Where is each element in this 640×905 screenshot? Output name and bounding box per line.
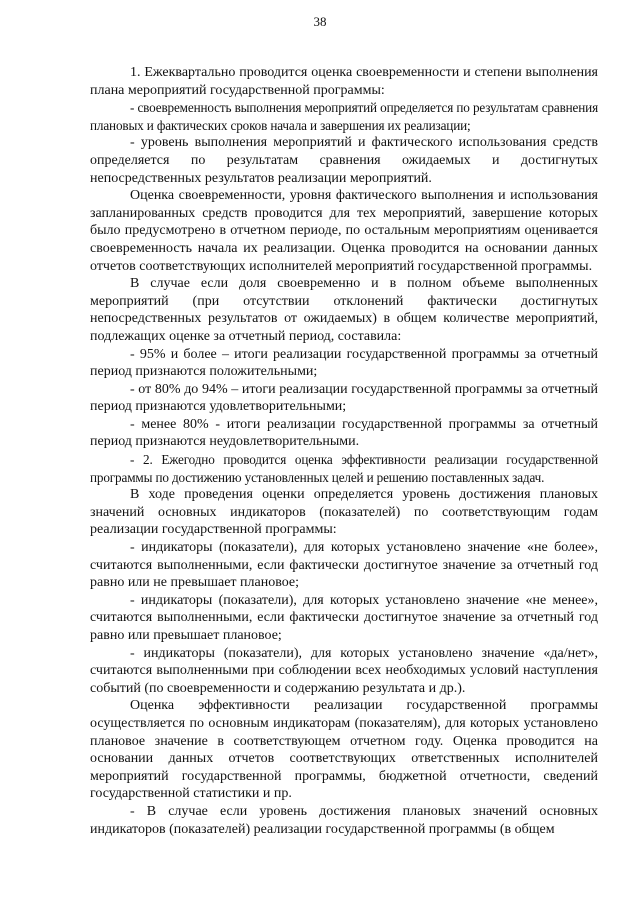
paragraph-achievement-level-case: - В случае если уровень достижения плановых значений основных индикаторов (показателей) реализации государственной программы (в общем	[90, 803, 598, 837]
paragraph-satisfactory-result: - от 80% до 94% – итоги реализации государственной программы за отчетный период признаются удовлетворительными;	[90, 381, 598, 415]
paragraph-not-less-indicators: - индикаторы (показатели), для которых установлено значение «не менее», считаются выполненными, если фактически достигнутое значение за отчетный год равно или превышает плановое;	[90, 592, 598, 643]
paragraph-positive-result: - 95% и более – итоги реализации государственной программы за отчетный период признаются положительными;	[90, 346, 598, 380]
paragraph-indicator-achievement: В ходе проведения оценки определяется уровень достижения плановых значений основных индикаторов (показателей) по соответствующим годам реализации государственной программы:	[90, 487, 598, 538]
paragraph-annual-efficiency: - 2. Ежегодно проводится оценка эффективности реализации государственной программы по достижению установленных целей и решению поставленных задач.	[90, 452, 598, 485]
paragraph-assessment-scope: Оценка своевременности, уровня фактического выполнения и использования запланированных средств проводится для тех мероприятий, завершение которых было предусмотрено в отчетном периоде, по остальным мероприятиям оценивается своевременность начала их реализации. Оценка проводится на основании данных отчетов соответствующих исполнителей мероприятий государственной программы.	[90, 188, 598, 274]
paragraph-quarterly-assessment: 1. Ежеквартально проводится оценка своевременности и степени выполнения плана мероприятий государственной программы:	[90, 65, 598, 98]
paragraph-efficiency-assessment: Оценка эффективности реализации государственной программы осуществляется по основным индикаторам (показателям), для которых установлено плановое значение в соответствующем отчетном году. Оценка проводится на основании данных отчетов соответствующих ответственных исполнителей мероприятий государственной программы, бюджетной отчетности, сведений государственной статистики и пр.	[90, 698, 598, 802]
paragraph-execution-level-item: - уровень выполнения мероприятий и фактического использования средств определяется по результатам сравнения ожидаемых и достигнутых непосредственных результатов реализации мероприятий.	[90, 135, 598, 186]
page-number: 38	[313, 14, 327, 29]
paragraph-timeliness-item: - своевременность выполнения мероприятий определяется по результатам сравнения плановых и фактических сроков начала и завершения их реализации;	[90, 100, 598, 133]
paragraph-unsatisfactory-result: - менее 80% - итоги реализации государственной программы за отчетный период признаются неудовлетворительными.	[90, 416, 598, 450]
paragraph-share-condition: В случае если доля своевременно и в полном объеме выполненных мероприятий (при отсутствии отклонений фактически достигнутых непосредственных результатов от ожидаемых) в общем количестве мероприятий, подлежащих оценке за отчетный период, составила:	[90, 276, 598, 344]
document-body	[90, 64, 598, 838]
paragraph-not-more-indicators: - индикаторы (показатели), для которых установлено значение «не более», считаются выполненными, если фактически достигнутое значение за отчетный год равно или не превышает плановое;	[90, 540, 598, 591]
paragraph-yes-no-indicators: - индикаторы (показатели), для которых установлено значение «да/нет», считаются выполненными при соблюдении всех необходимых условий наступления событий (по своевременности и содержанию результата и др.).	[90, 645, 598, 696]
